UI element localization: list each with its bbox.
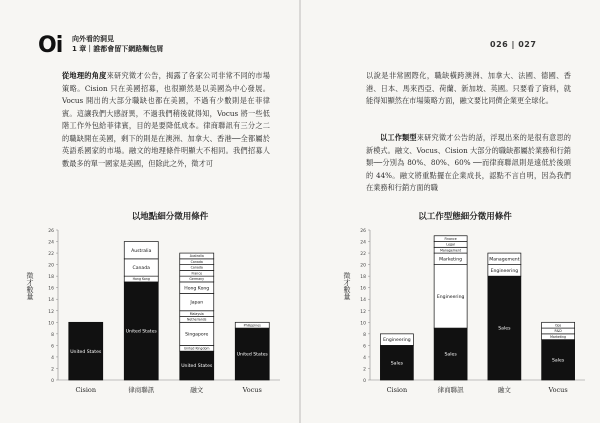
x-category-label: 律商聯訊 <box>128 386 155 394</box>
right-paragraph-1-text: 以說是非常國際化，職缺橫跨澳洲、加拿大、法國、德國、香港、日本、馬來西亞、荷蘭、新加坡、英國。只要看了資料，就能得知顯然在市場策略方面，融文要比同儕企業更全球化。 <box>366 71 571 105</box>
bar-segment-label: Finance <box>444 236 457 241</box>
bar-segment-label: Australia <box>189 254 204 259</box>
bar-segment-label: Germany <box>189 277 205 282</box>
bar-segment-label: Engineering <box>490 268 519 274</box>
y-tick-label: 8 <box>51 332 54 338</box>
page-numbers: 026 | 027 <box>490 40 537 49</box>
y-tick-label: 26 <box>48 229 54 234</box>
bar-segment-label: Philippines <box>243 323 261 328</box>
y-tick-label: 8 <box>363 332 366 338</box>
bar-segment-label: Canada <box>190 259 203 264</box>
y-tick-label: 2 <box>363 367 366 373</box>
bar-segment-label: United States <box>70 349 102 355</box>
chart-location-ylabel: 徵才數量 <box>26 272 34 300</box>
y-tick-label: 18 <box>48 275 54 281</box>
y-tick-label: 14 <box>48 298 54 304</box>
bar-segment-label: Sales <box>444 352 457 358</box>
chart-jobtype-title: 以工作型態細分徵用條件 <box>418 212 512 222</box>
chart-location-title: 以地點細分徵用條件 <box>131 212 209 222</box>
y-tick-label: 16 <box>360 286 366 292</box>
chart-location <box>38 222 288 402</box>
y-tick-label: 2 <box>51 367 54 373</box>
y-tick-label: 16 <box>48 286 54 292</box>
bar-segment-label: R&D <box>554 329 562 334</box>
bar-segment-label: Hong Kong <box>184 286 210 292</box>
bar-segment-label: United States <box>181 364 213 370</box>
bar-segment-label: Singapore <box>185 332 209 338</box>
right-paragraph-2-lead: 以工作類型 <box>380 133 417 142</box>
y-tick-label: 6 <box>51 344 54 350</box>
x-category-label: 融文 <box>190 386 204 394</box>
bar-segment-label: Malaysia <box>189 311 204 316</box>
bar-segment-label: Management <box>440 248 462 253</box>
left-paragraph-text: 來研究徵才公告，揭露了各家公司非常不同的市場策略。Cision 只在美國招募，也很顯然是以美國為中心發展。Vocus 開出的大部分職缺也都在美國，不過有少數則是在菲律賓。這讓我們大感訝異，不過我們稍後就得知，Vocus 將一些低階工作外包給菲律賓，目的是要降低成本。律商聯訊有三分之二的職缺開在美國，剩下的則是在澳洲、加拿大、香港──全都屬於英語系國家的市場。融文的地理條件明顯大不相同。我們招募人數最多的單一國家是美國，但除此之外，徵才可 <box>62 71 270 168</box>
y-tick-label: 0 <box>51 379 54 384</box>
y-tick-label: 4 <box>363 355 366 361</box>
x-category-label: 律商聯訊 <box>437 386 464 394</box>
bar-segment-label: Marketing <box>550 334 567 339</box>
y-tick-label: 6 <box>363 344 366 350</box>
bar-segment-label: Sales <box>498 326 511 332</box>
bar-segment-label: Hong Kong <box>132 277 150 282</box>
right-body-paragraph-1 <box>366 70 571 108</box>
x-category-label: 融文 <box>497 386 511 394</box>
bar-segment-label: France <box>191 271 203 276</box>
bar-segment-label: Legal <box>446 242 455 247</box>
chart-jobtype <box>352 222 592 402</box>
x-category-label: Cision <box>386 386 408 394</box>
x-category-label: Cision <box>75 386 97 394</box>
y-tick-label: 22 <box>48 252 54 258</box>
y-tick-label: 12 <box>360 309 366 315</box>
y-tick-label: 12 <box>48 309 54 315</box>
bar-segment-label: Sales <box>390 361 403 367</box>
x-category-label: Vocus <box>242 386 262 394</box>
y-tick-label: 4 <box>51 355 54 361</box>
bar-segment-label: United Kingdom <box>183 346 210 351</box>
y-tick-label: 24 <box>360 240 366 246</box>
right-paragraph-2-text: 來研究徵才公告的話，浮現出來的是很有意思的新模式。融文、Vocus、Cision 大部分的職缺都屬於業務和行銷類──分別為 80%、80%、60% ──而律商聯訊則是遠低於後頭的 44%。融文將重點擺在企業成長，認點不言自明，因為我們在業務和行銷方面的職 <box>366 133 571 192</box>
y-tick-label: 26 <box>360 229 366 234</box>
y-tick-label: 20 <box>48 263 54 269</box>
left-paragraph-lead: 從地理的角度 <box>62 71 107 80</box>
bar-segment-label: United States <box>236 352 268 358</box>
book-spine <box>299 0 301 423</box>
y-tick-label: 22 <box>360 252 366 258</box>
bar-segment-label: United States <box>125 329 157 335</box>
y-tick-label: 10 <box>48 321 54 327</box>
bar-segment-label: Ops <box>555 323 562 328</box>
chart-jobtype-ylabel: 徵才數量 <box>343 272 351 300</box>
series-logo: Oi <box>38 33 63 58</box>
y-tick-label: 24 <box>48 240 54 246</box>
bar-segment-label: Australia <box>131 248 152 254</box>
y-tick-label: 18 <box>360 275 366 281</box>
y-tick-label: 0 <box>363 379 366 384</box>
x-category-label: Vocus <box>548 386 568 394</box>
bar-segment-label: Management <box>489 257 520 263</box>
bar-segment-label: Engineering <box>436 294 465 300</box>
bar-segment-label: Canada <box>132 266 150 272</box>
bar-segment-label: Engineering <box>383 338 411 344</box>
y-tick-label: 20 <box>360 263 366 269</box>
running-head-book-title: 向外看的洞見 <box>72 35 114 43</box>
bar-segment-label: Netherlands <box>187 317 207 322</box>
bar-segment-label: Marketing <box>439 257 463 263</box>
bar-segment-label: Japan <box>190 300 204 306</box>
right-body-paragraph-2 <box>366 132 571 195</box>
left-body-paragraph <box>62 70 270 170</box>
bar-segment-label: Sales <box>552 358 565 364</box>
running-head-chapter: 1 章｜誰都會留下網路麵包屑 <box>72 45 164 53</box>
bar-segment-label: Canada <box>190 265 203 270</box>
y-tick-label: 10 <box>360 321 366 327</box>
y-tick-label: 14 <box>360 298 366 304</box>
